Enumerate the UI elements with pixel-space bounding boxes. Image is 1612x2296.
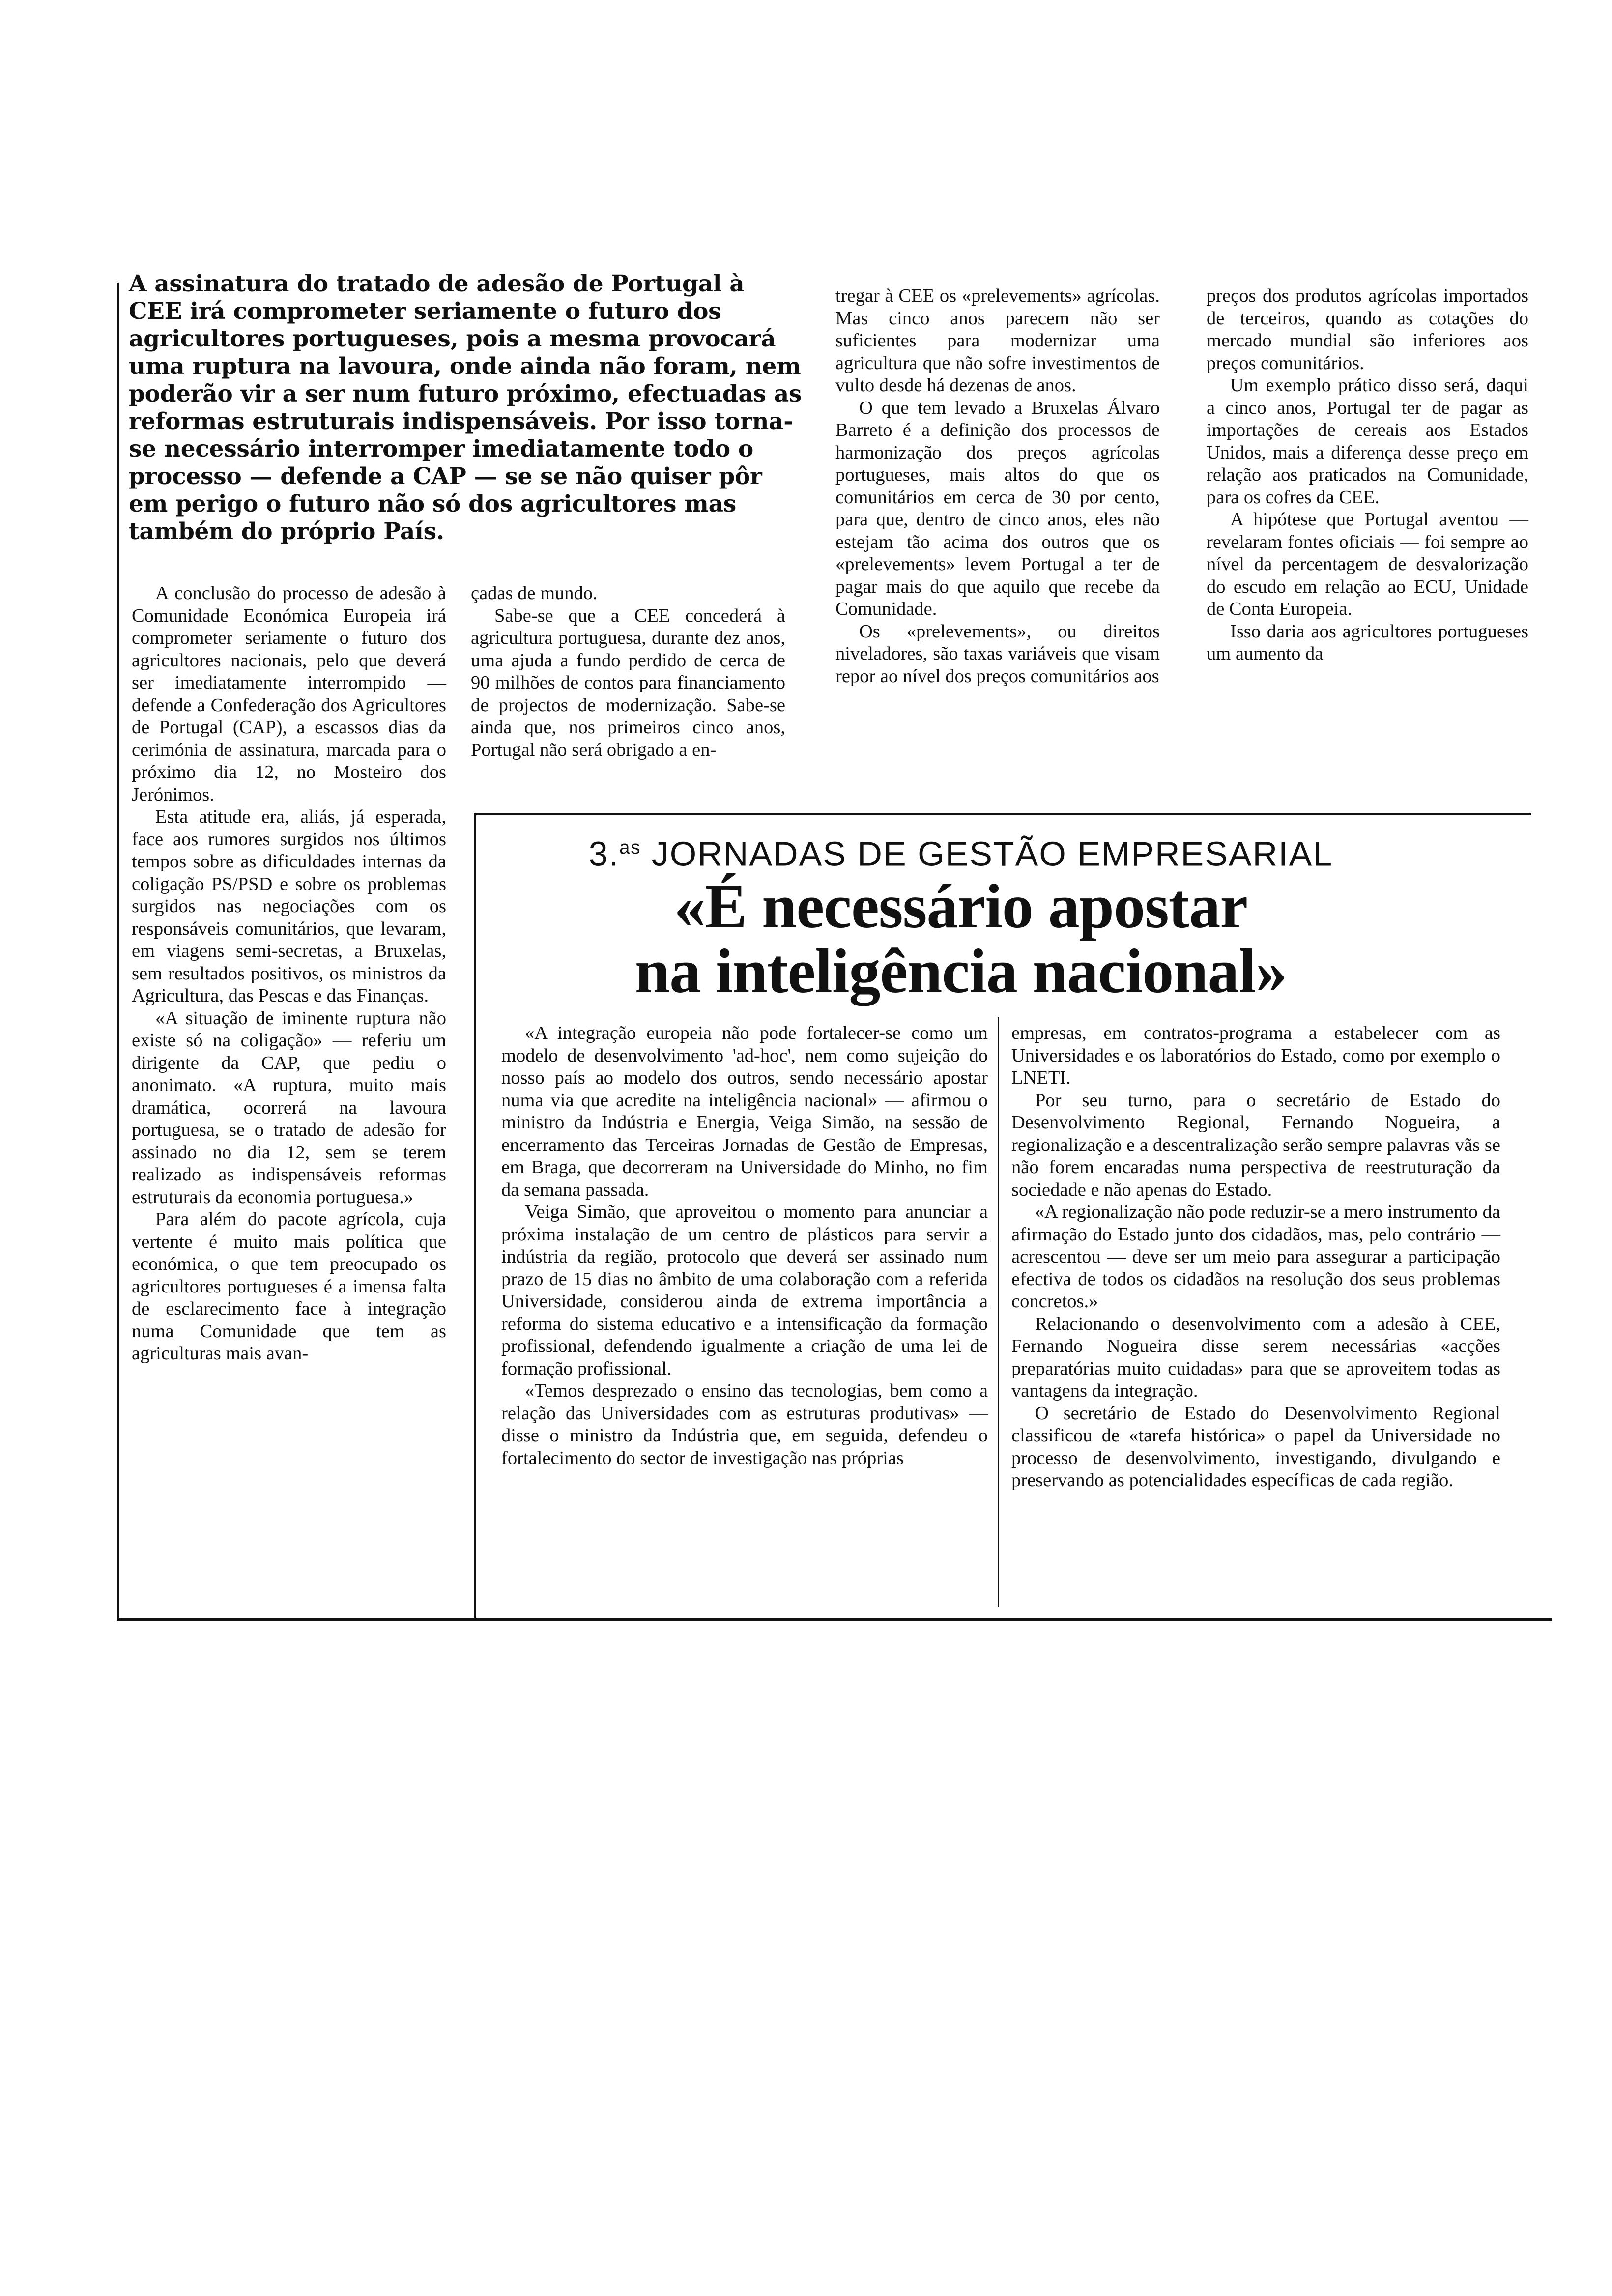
paragraph: Esta atitude era, aliás, já esperada, face aos rumores surgidos nos últimos tempos sobre as dificuldades internas da coligação PS/PSD e sobre os problemas surgidos nas negociações com os responsáveis comunitários, que levaram, em viagens semi-secretas, a Bruxelas, sem resultados positivos, os ministros da Agricultura, das Pescas e das Finanças. [132,806,446,1006]
paragraph: A hipótese que Portugal aventou — revelaram fontes oficiais — foi sempre ao nível da percentagem de desvalorização do escudo em relação ao ECU, Unidade de Conta Europeia. [1207,509,1528,619]
paragraph: A conclusão do processo de adesão à Comunidade Económica Europeia irá comprometer seriamente o futuro dos agricultores nacionais, pelo que deverá ser imediatamente interrompido — defende a Confederação dos Agricultores de Portugal (CAP), a escassos dias da cerimónia de assinatura, marcada para o próximo dia 12, no Mosteiro dos Jerónimos. [132,583,446,805]
section-kicker [487,828,1435,873]
paragraph: Isso daria aos agricultores portugueses um aumento da [1207,621,1528,664]
box-left-rule [474,813,476,1619]
paragraph: Um exemplo prático disso será, daqui a cinco anos, Portugal ter de pagar as importações de cereais aos Estados Unidos, mais a diferença desse preço em relação aos praticados na Comunidade, para os cofres da CEE. [1207,375,1528,508]
paragraph: Sabe-se que a CEE concederá à agricultura portuguesa, durante dez anos, uma ajuda a fundo perdido de cerca de 90 milhões de contos para financiamento de projectos de modernização. Sabe-se ainda que, nos primeiros cinco anos, Portugal não será obrigado a en- [471,605,785,760]
paragraph: empresas, em contratos-programa a estabelecer com as Universidades e os laboratórios do Estado, como por exemplo o LNETI. [1011,1023,1500,1088]
kicker-text: JORNADAS DE GESTÃO EMPRESARIAL [641,834,1333,873]
paragraph: Os «prelevements», ou direitos niveladores, são taxas variáveis que visam repor ao nível dos preços comunitários aos [835,621,1160,687]
jornadas-column-1 [501,1022,988,1469]
cap-column-1 [132,582,446,1365]
left-column-rule [117,283,119,1619]
bottom-rule [117,1618,1552,1621]
cap-column-3 [835,285,1160,688]
paragraph: çadas de mundo. [471,583,598,603]
paragraph: preços dos produtos agrícolas importados de terceiros, quando as cotações do mercado mundial são inferiores aos preços comunitários. [1207,286,1528,373]
cap-column-4 [1207,285,1528,665]
paragraph: O secretário de Estado do Desenvolvimento Regional classificou de «tarefa histórica» o papel da Universidade no processo de desenvolvimento, investigando, divulgando e preservando as potencialidades específicas de cada região. [1011,1403,1500,1491]
box-top-rule [474,813,1531,815]
paragraph: tregar à CEE os «prelevements» agrícolas. Mas cinco anos parecem não ser suficientes para modernizar uma agricultura que não sofre investimentos de vulto desde há dezenas de anos. [835,286,1160,396]
paragraph: Relacionando o desenvolvimento com a adesão à CEE, Fernando Nogueira disse serem necessárias «acções preparatórias muito cuidadas» para que se aproveitem todas as vantagens da integração. [1011,1313,1500,1401]
kicker-number: 3. [588,834,620,873]
paragraph: Por seu turno, para o secretário de Estado do Desenvolvimento Regional, Fernando Nogueira, a regionalização e a descentralização serão sempre palavras vãs se não forem encaradas numa perspectiva de reestruturação da sociedade e não apenas do Estado. [1011,1090,1500,1200]
paragraph: «Temos desprezado o ensino das tecnologias, bem como a relação das Universidades com as estruturas produtivas» — disse o ministro da Indústria que, em seguida, defendeu o fortalecimento do sector de investigação nas próprias [501,1380,988,1468]
headline-line-2: na inteligência nacional» [634,936,1287,1006]
cap-column-2 [471,582,785,761]
jornadas-column-2 [1011,1022,1500,1492]
paragraph: O que tem levado a Bruxelas Álvaro Barreto é a definição dos processos de harmonização dos preços agrícolas portugueses, mais altos do que os comunitários em cerca de 30 por cento, para que, dentro de cinco anos, eles não estejam tão acima dos outros que os «prelevements» levem Portugal a ter de pagar mais do que aquilo que recebe da Comunidade. [835,397,1160,619]
paragraph: «A regionalização não pode reduzir-se a mero instrumento da afirmação do Estado junto dos cidadãos, mas, pelo contrário — acrescentou — deve ser um meio para assegurar a participação efectiva de todos os cidadãos na resolução dos seus problemas concretos.» [1011,1202,1500,1312]
kicker-superscript: as [619,837,641,858]
column-divider [998,1017,999,1607]
paragraph: «A situação de iminente ruptura não existe só na coligação» — referiu um dirigente da CAP, que pediu o anonimato. «A ruptura, muito mais dramática, ocorrerá na lavoura portuguesa, se o tratado de adesão for assinado no dia 12, sem se terem realizado as indispensáveis reformas estruturais da economia portuguesa.» [132,1007,446,1207]
article-lead: A assinatura do tratado de adesão de Portugal à CEE irá comprometer seriamente o futuro dos agricultores portugueses, pois a mesma provocará uma ruptura na lavoura, onde ainda não foram, nem poderão vir a ser num futuro próximo, efectuadas as reformas estruturais indispensáveis. Por isso torna-se necessário interromper imediatamente todo o processo — defende a CAP — se se não quiser pôr em perigo o futuro não só dos agricultores mas também do próprio País. [129,270,802,545]
headline [487,871,1435,1006]
paragraph: Veiga Simão, que aproveitou o momento para anunciar a próxima instalação de um centro de plásticos para servir a indústria da região, protocolo que deverá ser assinado num prazo de 15 dias no âmbito de uma colaboração com a referida Universidade, considerou ainda de extrema importância a reforma do sistema educativo e a intensificação da formação profissional, defendendo igualmente a criação de uma lei de formação profissional. [501,1202,988,1379]
paragraph: «A integração europeia não pode fortalecer-se como um modelo de desenvolvimento 'ad-hoc', nem como sujeição do nosso país ao modelo dos outros, sendo necessário apostar numa via que acredite na inteligência nacional» — afirmou o ministro da Indústria e Energia, Veiga Simão, na sessão de encerramento das Terceiras Jornadas de Gestão de Empresas, em Braga, que decorreram na Universidade do Minho, no fim da semana passada. [501,1023,988,1200]
paragraph: Para além do pacote agrícola, cuja vertente é muito mais política que económica, o que tem preocupado os agricultores portugueses é a imensa falta de esclarecimento face à integração numa Comunidade que tem as agriculturas mais avan- [132,1209,446,1364]
headline-line-1: «É necessário apostar [674,871,1248,941]
